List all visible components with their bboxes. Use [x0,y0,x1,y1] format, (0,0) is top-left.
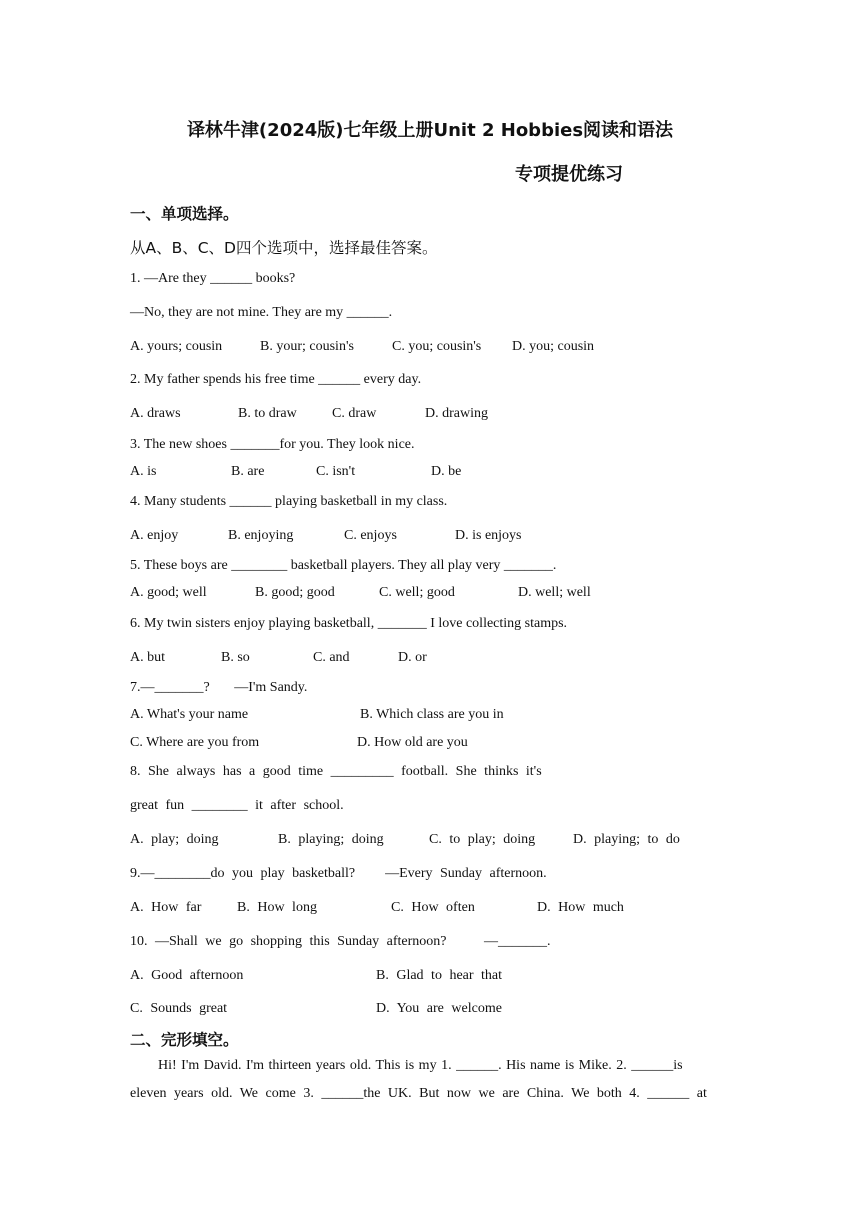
question-4-option-b: B. enjoying [228,528,294,543]
question-2-option-b: B. to draw [238,406,297,421]
question-10-option-d: D. You are welcome [376,1001,502,1016]
question-5-option-a: A. good; well [130,585,207,600]
question-7-option-a: A. What's your name [130,707,249,722]
cloze-paragraph-line-2: eleven years old. We come 3. ______the UK. But now we are China. We both 4. ______ at [130,1086,707,1101]
question-3-option-c: C. isn't [316,464,356,479]
question-9: 9.—________do you play basketball? —Every Sunday afternoon. [130,866,547,881]
question-7-option-c: C. Where are you from [130,735,260,750]
question-7-option-d: D. How old are you [357,735,468,750]
question-3-option-a: A. is [130,464,157,479]
question-8-option-c: C. to play; doing [429,832,536,847]
question-4: 4. Many students ______ playing basketball in my class. [130,494,448,509]
section-heading-cloze: 二、完形填空。 [130,1031,239,1049]
document-title: 译林牛津(2024版)七年级上册Unit 2 Hobbies阅读和语法 [186,120,674,141]
cloze-paragraph-line-1: Hi! I'm David. I'm thirteen years old. This is my 1. ______. His name is Mike. 2. ______is [158,1058,683,1073]
question-9-option-b: B. How long [237,900,317,915]
question-1-line-1: 1. —Are they ______ books? [130,271,296,286]
question-6-option-d: D. or [398,650,427,665]
question-3-option-d: D. be [431,464,462,479]
question-7: 7.—_______? —I'm Sandy. [130,680,308,695]
question-8-option-b: B. playing; doing [278,832,384,847]
question-4-option-c: C. enjoys [344,528,397,543]
question-4-option-d: D. is enjoys [455,528,522,543]
question-9-option-d: D. How much [537,900,624,915]
question-6-option-a: A. but [130,650,165,665]
question-8-option-d: D. playing; to do [573,832,680,847]
question-8-line-2: great fun ________ it after school. [130,798,344,813]
question-3: 3. The new shoes _______for you. They look nice. [130,437,415,452]
question-1-option-c: C. you; cousin's [392,339,482,354]
question-1-option-b: B. your; cousin's [260,339,354,354]
question-6: 6. My twin sisters enjoy playing basketball, _______ I love collecting stamps. [130,616,568,631]
question-8-option-a: A. play; doing [130,832,219,847]
question-8-line-1: 8. She always has a good time _________ football. She thinks it's [130,764,542,779]
question-6-option-b: B. so [221,650,250,665]
question-2: 2. My father spends his free time ______ every day. [130,372,422,387]
question-1-option-d: D. you; cousin [512,339,595,354]
question-2-option-a: A. draws [130,406,181,421]
question-7-option-b: B. Which class are you in [360,707,504,722]
question-1-line-2: —No, they are not mine. They are my ______. [130,305,393,320]
question-5-option-d: D. well; well [518,585,591,600]
question-4-option-a: A. enjoy [130,528,179,543]
question-10-option-a: A. Good afternoon [130,968,244,983]
question-2-option-c: C. draw [332,406,377,421]
question-9-option-c: C. How often [391,900,475,915]
section-instruction: 从A、B、C、D四个选项中，选择最佳答案。 [130,239,438,257]
question-6-option-c: C. and [313,650,350,665]
section-heading-multiple-choice: 一、单项选择。 [130,205,239,223]
question-9-option-a: A. How far [130,900,202,915]
question-5-option-b: B. good; good [255,585,335,600]
question-1-option-a: A. yours; cousin [130,339,223,354]
question-3-option-b: B. are [231,464,265,479]
question-5-option-c: C. well; good [379,585,455,600]
question-10: 10. —Shall we go shopping this Sunday afternoon? —_______. [130,934,551,949]
question-5: 5. These boys are ________ basketball players. They all play very _______. [130,558,557,573]
question-10-option-b: B. Glad to hear that [376,968,503,983]
document-subtitle: 专项提优练习 [515,164,623,185]
question-10-option-c: C. Sounds great [130,1001,228,1016]
question-2-option-d: D. drawing [425,406,488,421]
